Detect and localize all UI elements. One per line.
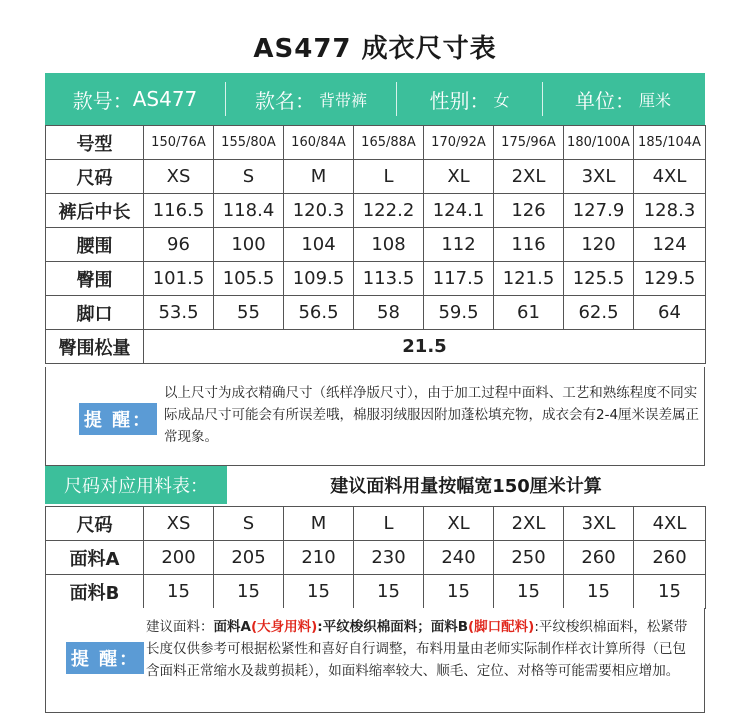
table-cell: 101.5 bbox=[144, 262, 214, 296]
style-number-field bbox=[45, 82, 225, 116]
table-cell: 150/76A bbox=[144, 126, 214, 160]
reminder-label: 提 醒： bbox=[66, 642, 144, 674]
table-cell: 185/104A bbox=[634, 126, 706, 160]
table-cell: 250 bbox=[494, 541, 564, 575]
gender-field bbox=[397, 82, 542, 116]
table-cell: 210 bbox=[284, 541, 354, 575]
header-divider bbox=[225, 82, 226, 116]
table-cell: 15 bbox=[284, 575, 354, 609]
gender-value: 女 bbox=[493, 90, 510, 110]
style-name-label: 款名： bbox=[254, 88, 315, 113]
table-cell: 56.5 bbox=[284, 296, 354, 330]
table-cell: S bbox=[214, 160, 284, 194]
info-header-bar bbox=[45, 73, 705, 125]
table-cell: 260 bbox=[634, 541, 706, 575]
table-cell: 104 bbox=[284, 228, 354, 262]
table-cell: 205 bbox=[214, 541, 284, 575]
style-name-field bbox=[226, 82, 396, 116]
table-cell: 59.5 bbox=[424, 296, 494, 330]
table-cell: 15 bbox=[144, 575, 214, 609]
table-cell: 58 bbox=[354, 296, 424, 330]
table-cell: 113.5 bbox=[354, 262, 424, 296]
fabric-note-part: :平纹梭织棉面料，松紧带长度仅供参考可根据松紧性和喜好自行调整，布料用量由老师实际制作样衣计算所得（已包含面料正常缩水及裁剪损耗），如面料缩率较大、顺毛、定位、对格等可能需要相应增加。 bbox=[146, 619, 688, 679]
table-cell: 108 bbox=[354, 228, 424, 262]
table-cell: XL bbox=[424, 160, 494, 194]
fabric-section-header bbox=[45, 466, 705, 504]
size-table bbox=[45, 125, 706, 364]
table-cell: 230 bbox=[354, 541, 424, 575]
table-cell: 126 bbox=[494, 194, 564, 228]
table-cell: 116 bbox=[494, 228, 564, 262]
table-cell: 127.9 bbox=[564, 194, 634, 228]
row-label: 面料A bbox=[46, 541, 144, 575]
table-cell: 160/84A bbox=[284, 126, 354, 160]
table-cell: 15 bbox=[494, 575, 564, 609]
gender-label: 性别： bbox=[429, 88, 490, 113]
style-name-value: 背带裤 bbox=[318, 90, 367, 110]
header-divider bbox=[542, 82, 543, 116]
style-number-value: AS477 bbox=[132, 87, 198, 111]
table-cell: 260 bbox=[564, 541, 634, 575]
fabric-note-part: :平纹梭织棉面料；面料B bbox=[317, 619, 468, 635]
table-cell: 55 bbox=[214, 296, 284, 330]
table-cell: XS bbox=[144, 507, 214, 541]
table-cell: 15 bbox=[634, 575, 706, 609]
table-cell: 100 bbox=[214, 228, 284, 262]
reminder-label: 提 醒： bbox=[79, 403, 157, 435]
table-cell: 112 bbox=[424, 228, 494, 262]
unit-field bbox=[543, 82, 703, 116]
table-cell: 96 bbox=[144, 228, 214, 262]
table-cell: L bbox=[354, 507, 424, 541]
row-label: 臀围 bbox=[46, 262, 144, 296]
table-cell: XS bbox=[144, 160, 214, 194]
size-row bbox=[46, 126, 706, 160]
table-cell: 120 bbox=[564, 228, 634, 262]
reminder-box-1 bbox=[45, 367, 705, 466]
table-cell: 121.5 bbox=[494, 262, 564, 296]
table-cell: 53.5 bbox=[144, 296, 214, 330]
table-cell: 62.5 bbox=[564, 296, 634, 330]
row-label: 裤后中长 bbox=[46, 194, 144, 228]
table-cell: 15 bbox=[214, 575, 284, 609]
fabric-note-part: 面料A bbox=[213, 619, 251, 635]
row-label: 脚口 bbox=[46, 296, 144, 330]
fabric-reminder-text bbox=[146, 616, 698, 682]
table-cell: 2XL bbox=[494, 507, 564, 541]
table-cell: 180/100A bbox=[564, 126, 634, 160]
table-cell: 120.3 bbox=[284, 194, 354, 228]
table-cell: 128.3 bbox=[634, 194, 706, 228]
row-label: 面料B bbox=[46, 575, 144, 609]
fabric-table bbox=[45, 506, 706, 609]
table-cell: 124 bbox=[634, 228, 706, 262]
table-cell: 2XL bbox=[494, 160, 564, 194]
table-cell: 4XL bbox=[634, 507, 706, 541]
fabric-note-highlight: (脚口配料) bbox=[468, 619, 535, 635]
table-cell: 109.5 bbox=[284, 262, 354, 296]
style-number-label: 款号： bbox=[72, 88, 133, 113]
table-cell: S bbox=[214, 507, 284, 541]
row-label: 尺码 bbox=[46, 160, 144, 194]
table-cell: 122.2 bbox=[354, 194, 424, 228]
table-cell: 155/80A bbox=[214, 126, 284, 160]
table-cell: M bbox=[284, 507, 354, 541]
table-cell: 64 bbox=[634, 296, 706, 330]
table-cell: M bbox=[284, 160, 354, 194]
fabric-section-title: 尺码对应用料表： bbox=[45, 466, 227, 504]
unit-label: 单位： bbox=[574, 88, 635, 113]
table-cell: L bbox=[354, 160, 424, 194]
table-cell: 116.5 bbox=[144, 194, 214, 228]
reminder-box-2 bbox=[45, 608, 705, 713]
fabric-row bbox=[46, 541, 706, 575]
table-cell: 3XL bbox=[564, 507, 634, 541]
reminder-text: 以上尺寸为成衣精确尺寸（纸样净版尺寸），由于加工过程中面料、工艺和熟练程度不同实际成品尺寸可能会有所误差哦，棉服羽绒服因附加蓬松填充物，成衣会有2-4厘米误差属正常现象。 bbox=[164, 385, 700, 445]
size-row bbox=[46, 160, 706, 194]
fabric-section-subtitle: 建议面料用量按幅宽150厘米计算 bbox=[330, 476, 602, 497]
ease-label: 臀围松量 bbox=[46, 330, 144, 364]
table-cell: 240 bbox=[424, 541, 494, 575]
table-cell: 118.4 bbox=[214, 194, 284, 228]
table-cell: 200 bbox=[144, 541, 214, 575]
ease-row bbox=[46, 330, 706, 364]
table-cell: 175/96A bbox=[494, 126, 564, 160]
table-cell: 15 bbox=[424, 575, 494, 609]
page-title: AS477 成衣尺寸表 bbox=[253, 34, 497, 64]
fabric-row bbox=[46, 575, 706, 609]
header-divider bbox=[396, 82, 397, 116]
table-cell: 117.5 bbox=[424, 262, 494, 296]
table-cell: 15 bbox=[354, 575, 424, 609]
size-row bbox=[46, 228, 706, 262]
size-row bbox=[46, 194, 706, 228]
table-cell: 4XL bbox=[634, 160, 706, 194]
table-cell: 3XL bbox=[564, 160, 634, 194]
table-cell: 125.5 bbox=[564, 262, 634, 296]
table-cell: 124.1 bbox=[424, 194, 494, 228]
fabric-note-highlight: (大身用料) bbox=[250, 619, 318, 635]
unit-value: 厘米 bbox=[638, 90, 671, 110]
size-row bbox=[46, 262, 706, 296]
table-cell: XL bbox=[424, 507, 494, 541]
fabric-note-part: 建议面料： bbox=[146, 619, 214, 635]
table-cell: 129.5 bbox=[634, 262, 706, 296]
table-cell: 15 bbox=[564, 575, 634, 609]
table-cell: 165/88A bbox=[354, 126, 424, 160]
fabric-row bbox=[46, 507, 706, 541]
size-row bbox=[46, 296, 706, 330]
table-cell: 170/92A bbox=[424, 126, 494, 160]
table-cell: 105.5 bbox=[214, 262, 284, 296]
row-label: 号型 bbox=[46, 126, 144, 160]
row-label: 尺码 bbox=[46, 507, 144, 541]
table-cell: 61 bbox=[494, 296, 564, 330]
ease-value: 21.5 bbox=[144, 330, 706, 364]
row-label: 腰围 bbox=[46, 228, 144, 262]
